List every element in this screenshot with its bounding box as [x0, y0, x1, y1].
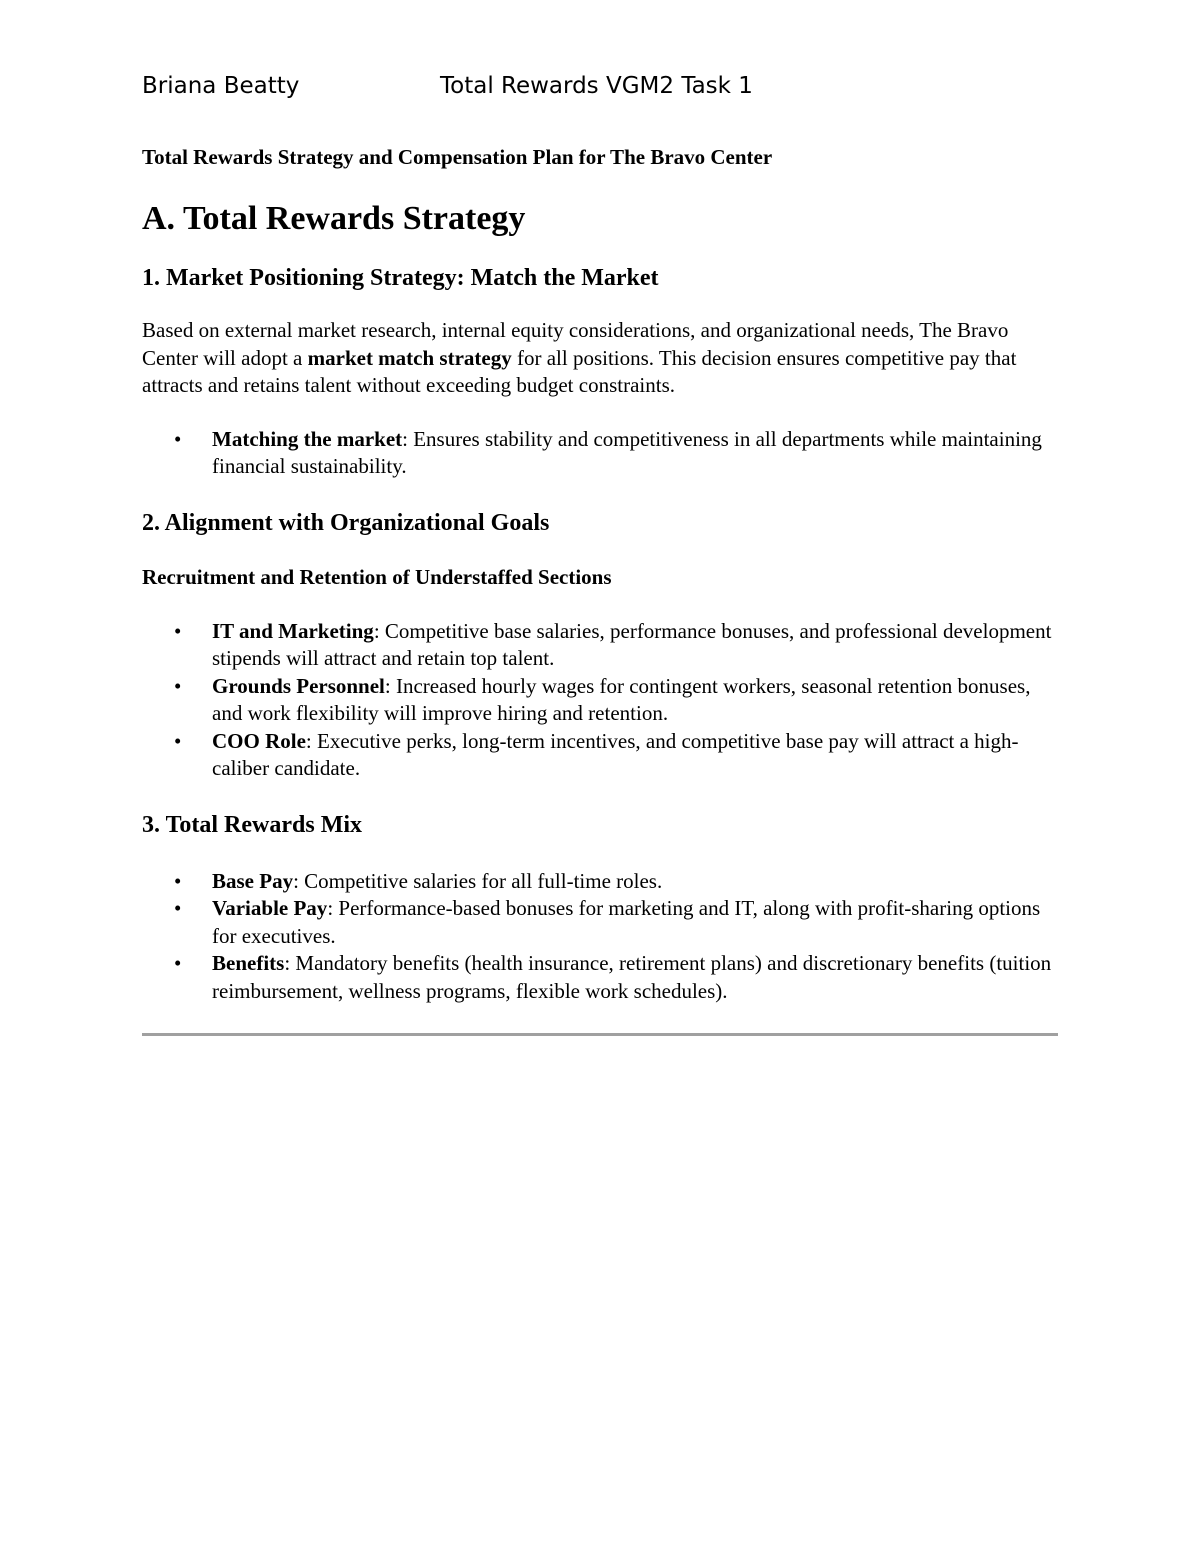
list-item-label: IT and Marketing [212, 618, 374, 643]
list-item-text: : Mandatory benefits (health insurance, retirement plans) and discretionary benefits (tuition reimbursement, wellness programs, flexible work schedules). [212, 951, 1052, 1003]
header-author: Briana Beatty [142, 73, 300, 99]
bullet-icon: • [174, 868, 182, 893]
list-item-label: Benefits [212, 951, 285, 975]
page-header [142, 70, 1042, 102]
section-1-bullet-list [142, 426, 1062, 481]
list-item-label: Grounds Personnel [212, 673, 385, 698]
intro-text-part2: for all positions. This decision ensures competitive pay that attracts and retains talent without exceeding budget constraints. [142, 345, 1017, 397]
list-item [142, 895, 1062, 950]
list-item-text: : Competitive salaries for all full-time roles. [293, 868, 663, 893]
section-3-heading: 3. Total Rewards Mix [142, 811, 363, 838]
document-body [142, 143, 1062, 1005]
list-item [142, 728, 1062, 783]
section-1-heading: 1. Market Positioning Strategy: Match the Market [142, 265, 659, 291]
section-1-intro-paragraph [142, 317, 1062, 400]
list-item-text: : Competitive base salaries, performance bonuses, and professional development stipends will attract and retain top talent. [212, 618, 1052, 670]
bullet-icon: • [174, 896, 182, 920]
bullet-icon: • [174, 728, 182, 753]
section-2-heading: 2. Alignment with Organizational Goals [142, 509, 550, 536]
section-2-subheading: Recruitment and Retention of Understaffed Sections [142, 564, 612, 589]
list-item-label: Matching the market [212, 426, 403, 451]
list-item-text: : Executive perks, long-term incentives, and competitive base pay will attract a high-caliber candidate. [212, 728, 1019, 780]
list-item-label: Variable Pay [212, 896, 328, 920]
list-item [142, 950, 1062, 1005]
list-item [142, 618, 1062, 673]
section-2-bullet-list [142, 618, 1062, 783]
list-item-text: : Performance-based bonuses for marketing and IT, along with profit-sharing options for executives. [212, 896, 1041, 948]
bullet-icon: • [174, 426, 182, 451]
bullet-icon: • [174, 951, 182, 975]
bullet-icon: • [174, 673, 182, 698]
list-item [142, 426, 1062, 481]
horizontal-rule [142, 1033, 1058, 1036]
list-item-text: : Ensures stability and competitiveness in all departments while maintaining financial sustainability. [212, 426, 1042, 478]
header-course-title: Total Rewards VGM2 Task 1 [440, 73, 753, 99]
list-item [142, 868, 1062, 896]
list-item-label: COO Role [212, 728, 306, 753]
intro-text-part1: Based on external market research, internal equity considerations, and organizational needs, The Bravo Center will adopt a [142, 318, 1009, 370]
bullet-icon: • [174, 618, 182, 643]
intro-bold-term: market match strategy [307, 345, 512, 370]
list-item [142, 673, 1062, 728]
document-title: Total Rewards Strategy and Compensation Plan for The Bravo Center [142, 145, 773, 169]
list-item-label: Base Pay [212, 868, 294, 893]
list-item-text: : Increased hourly wages for contingent workers, seasonal retention bonuses, and work flexibility will improve hiring and retention. [212, 673, 1031, 725]
section-a-heading: A. Total Rewards Strategy [142, 200, 526, 237]
section-3-bullet-list [142, 868, 1062, 1006]
